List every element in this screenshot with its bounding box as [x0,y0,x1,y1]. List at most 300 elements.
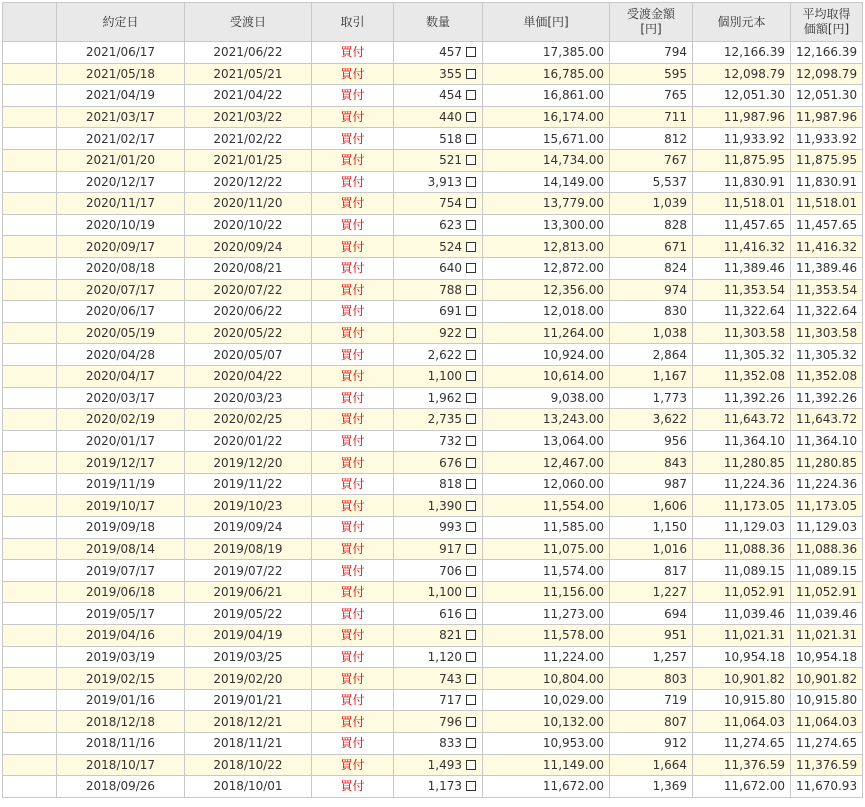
cell-individual-principal: 11,021.31 [693,625,791,647]
checkbox-square-icon[interactable] [466,738,476,748]
checkbox-square-icon[interactable] [466,263,476,273]
cell-unit-price: 10,953.00 [483,733,610,755]
cell-trade-type: 買付 [312,711,394,733]
cell-unit-price: 11,585.00 [483,517,610,539]
cell-contract-date: 2020/11/17 [57,193,185,215]
cell-settlement-date: 2019/09/24 [185,517,312,539]
cell-individual-principal: 11,064.03 [693,711,791,733]
checkbox-square-icon[interactable] [466,652,476,662]
cell-delivery-amount: 807 [610,711,693,733]
checkbox-square-icon[interactable] [466,544,476,554]
cell-contract-date: 2019/11/19 [57,473,185,495]
checkbox-square-icon[interactable] [466,134,476,144]
cell-trade-type: 買付 [312,42,394,64]
table-row [3,581,863,603]
checkbox-square-icon[interactable] [466,242,476,252]
table-row [3,754,863,776]
cell-contract-date: 2019/06/18 [57,581,185,603]
header-individual-principal: 個別元本 [693,3,791,42]
checkbox-square-icon[interactable] [466,414,476,424]
cell-settlement-date: 2019/03/25 [185,646,312,668]
cell-unit-price: 16,785.00 [483,63,610,85]
cell-average-cost: 11,875.95 [791,149,863,171]
quantity-value: 355 [439,66,462,81]
cell-blank [3,473,57,495]
cell-quantity [394,63,483,85]
cell-individual-principal: 10,915.80 [693,689,791,711]
cell-individual-principal: 11,416.32 [693,236,791,258]
trade-history-table [2,2,863,798]
cell-trade-type: 買付 [312,214,394,236]
header-average-cost-line2: 価額[円] [803,22,850,36]
cell-contract-date: 2019/03/19 [57,646,185,668]
cell-unit-price: 14,149.00 [483,171,610,193]
checkbox-square-icon[interactable] [466,285,476,295]
cell-average-cost: 11,224.36 [791,473,863,495]
quantity-value: 917 [439,541,462,556]
checkbox-square-icon[interactable] [466,393,476,403]
table-row [3,538,863,560]
cell-contract-date: 2018/11/16 [57,733,185,755]
checkbox-square-icon[interactable] [466,522,476,532]
cell-individual-principal: 11,518.01 [693,193,791,215]
quantity-value: 1,120 [427,649,462,664]
cell-blank [3,517,57,539]
cell-average-cost: 10,901.82 [791,668,863,690]
checkbox-square-icon[interactable] [466,90,476,100]
cell-quantity [394,625,483,647]
quantity-value: 518 [439,131,462,146]
cell-individual-principal: 11,039.46 [693,603,791,625]
checkbox-square-icon[interactable] [466,479,476,489]
table-row [3,42,863,64]
cell-quantity [394,689,483,711]
cell-settlement-date: 2020/05/07 [185,344,312,366]
cell-quantity [394,322,483,344]
cell-trade-type: 買付 [312,365,394,387]
cell-trade-type: 買付 [312,754,394,776]
checkbox-square-icon[interactable] [466,436,476,446]
cell-trade-type: 買付 [312,776,394,798]
cell-individual-principal: 11,457.65 [693,214,791,236]
quantity-value: 706 [439,563,462,578]
cell-contract-date: 2020/10/19 [57,214,185,236]
checkbox-square-icon[interactable] [466,760,476,770]
cell-average-cost: 12,098.79 [791,63,863,85]
cell-blank [3,689,57,711]
cell-individual-principal: 11,353.54 [693,279,791,301]
checkbox-square-icon[interactable] [466,717,476,727]
cell-contract-date: 2020/12/17 [57,171,185,193]
cell-unit-price: 13,779.00 [483,193,610,215]
cell-average-cost: 11,173.05 [791,495,863,517]
cell-average-cost: 11,670.93 [791,776,863,798]
cell-average-cost: 10,954.18 [791,646,863,668]
cell-delivery-amount: 719 [610,689,693,711]
cell-delivery-amount: 1,664 [610,754,693,776]
cell-unit-price: 10,804.00 [483,668,610,690]
cell-blank [3,776,57,798]
cell-blank [3,668,57,690]
cell-settlement-date: 2018/10/01 [185,776,312,798]
header-settlement-date: 受渡日 [185,3,312,42]
cell-settlement-date: 2019/05/22 [185,603,312,625]
table-row [3,236,863,258]
table-header [3,3,863,42]
cell-individual-principal: 11,875.95 [693,149,791,171]
cell-delivery-amount: 794 [610,42,693,64]
quantity-value: 821 [439,628,462,643]
cell-blank [3,452,57,474]
cell-average-cost: 11,088.36 [791,538,863,560]
cell-quantity [394,301,483,323]
header-delivery-amount [610,3,693,42]
table-row [3,776,863,798]
cell-average-cost: 11,352.08 [791,365,863,387]
table-row [3,171,863,193]
cell-trade-type: 買付 [312,128,394,150]
cell-blank [3,625,57,647]
cell-delivery-amount: 956 [610,430,693,452]
cell-contract-date: 2020/01/17 [57,430,185,452]
cell-unit-price: 10,132.00 [483,711,610,733]
cell-delivery-amount: 843 [610,452,693,474]
cell-unit-price: 11,554.00 [483,495,610,517]
cell-contract-date: 2018/12/18 [57,711,185,733]
table-row [3,106,863,128]
table-row [3,193,863,215]
header-delivery-amount-line2: [円] [640,22,662,36]
cell-average-cost: 11,364.10 [791,430,863,452]
cell-delivery-amount: 817 [610,560,693,582]
cell-individual-principal: 11,173.05 [693,495,791,517]
cell-blank [3,711,57,733]
cell-average-cost: 11,064.03 [791,711,863,733]
checkbox-square-icon[interactable] [466,609,476,619]
cell-settlement-date: 2018/11/21 [185,733,312,755]
table-row [3,689,863,711]
cell-unit-price: 11,578.00 [483,625,610,647]
cell-quantity [394,365,483,387]
cell-contract-date: 2021/02/17 [57,128,185,150]
cell-trade-type: 買付 [312,149,394,171]
table-row [3,128,863,150]
cell-quantity [394,473,483,495]
cell-contract-date: 2020/04/28 [57,344,185,366]
table-row [3,63,863,85]
cell-individual-principal: 11,987.96 [693,106,791,128]
cell-settlement-date: 2021/05/21 [185,63,312,85]
header-unit-price: 単価[円] [483,3,610,42]
quantity-value: 1,390 [427,498,462,513]
header-trade-type: 取引 [312,3,394,42]
cell-trade-type: 買付 [312,625,394,647]
cell-trade-type: 買付 [312,236,394,258]
cell-delivery-amount: 912 [610,733,693,755]
cell-contract-date: 2019/02/15 [57,668,185,690]
quantity-value: 717 [439,693,462,708]
quantity-value: 457 [439,45,462,60]
cell-delivery-amount: 1,606 [610,495,693,517]
table-row [3,646,863,668]
cell-delivery-amount: 951 [610,625,693,647]
cell-blank [3,128,57,150]
cell-average-cost: 11,280.85 [791,452,863,474]
cell-contract-date: 2021/06/17 [57,42,185,64]
cell-average-cost: 11,303.58 [791,322,863,344]
cell-contract-date: 2020/09/17 [57,236,185,258]
cell-blank [3,63,57,85]
cell-blank [3,581,57,603]
cell-trade-type: 買付 [312,733,394,755]
quantity-value: 616 [439,606,462,621]
cell-individual-principal: 11,303.58 [693,322,791,344]
cell-blank [3,538,57,560]
cell-blank [3,646,57,668]
cell-quantity [394,236,483,258]
checkbox-square-icon[interactable] [466,458,476,468]
cell-average-cost: 11,518.01 [791,193,863,215]
cell-settlement-date: 2020/12/22 [185,171,312,193]
cell-quantity [394,538,483,560]
cell-settlement-date: 2019/08/19 [185,538,312,560]
cell-trade-type: 買付 [312,257,394,279]
quantity-value: 922 [439,326,462,341]
cell-blank [3,171,57,193]
cell-blank [3,236,57,258]
header-average-cost-line1: 平均取得 [802,7,851,21]
cell-trade-type: 買付 [312,322,394,344]
cell-average-cost: 11,933.92 [791,128,863,150]
quantity-value: 454 [439,88,462,103]
cell-contract-date: 2020/06/17 [57,301,185,323]
cell-unit-price: 12,356.00 [483,279,610,301]
cell-settlement-date: 2020/10/22 [185,214,312,236]
cell-settlement-date: 2018/10/22 [185,754,312,776]
checkbox-square-icon[interactable] [466,328,476,338]
cell-average-cost: 11,305.32 [791,344,863,366]
cell-unit-price: 11,224.00 [483,646,610,668]
cell-unit-price: 13,243.00 [483,409,610,431]
table-row [3,214,863,236]
cell-individual-principal: 11,089.15 [693,560,791,582]
checkbox-square-icon[interactable] [466,695,476,705]
cell-individual-principal: 11,389.46 [693,257,791,279]
checkbox-square-icon[interactable] [466,177,476,187]
quantity-value: 993 [439,520,462,535]
table-row [3,517,863,539]
cell-quantity [394,581,483,603]
cell-trade-type: 買付 [312,517,394,539]
cell-delivery-amount: 1,773 [610,387,693,409]
cell-quantity [394,646,483,668]
checkbox-square-icon[interactable] [466,371,476,381]
cell-blank [3,387,57,409]
cell-delivery-amount: 830 [610,301,693,323]
cell-quantity [394,409,483,431]
cell-delivery-amount: 595 [610,63,693,85]
cell-settlement-date: 2019/10/23 [185,495,312,517]
cell-quantity [394,257,483,279]
cell-trade-type: 買付 [312,430,394,452]
cell-unit-price: 12,467.00 [483,452,610,474]
table-row [3,560,863,582]
cell-blank [3,430,57,452]
table-row [3,603,863,625]
cell-average-cost: 11,274.65 [791,733,863,755]
cell-unit-price: 11,672.00 [483,776,610,798]
cell-individual-principal: 12,051.30 [693,85,791,107]
cell-trade-type: 買付 [312,473,394,495]
table-row [3,149,863,171]
cell-average-cost: 10,915.80 [791,689,863,711]
checkbox-square-icon[interactable] [466,198,476,208]
cell-average-cost: 11,643.72 [791,409,863,431]
cell-blank [3,754,57,776]
cell-settlement-date: 2021/02/22 [185,128,312,150]
quantity-value: 833 [439,736,462,751]
cell-delivery-amount: 671 [610,236,693,258]
cell-quantity [394,560,483,582]
cell-blank [3,409,57,431]
cell-individual-principal: 11,224.36 [693,473,791,495]
quantity-value: 691 [439,304,462,319]
cell-average-cost: 11,052.91 [791,581,863,603]
cell-trade-type: 買付 [312,344,394,366]
table-row [3,409,863,431]
cell-blank [3,257,57,279]
cell-contract-date: 2020/03/17 [57,387,185,409]
checkbox-square-icon[interactable] [466,501,476,511]
table-row [3,387,863,409]
checkbox-square-icon[interactable] [466,112,476,122]
cell-settlement-date: 2019/02/20 [185,668,312,690]
cell-quantity [394,85,483,107]
table-body [3,42,863,798]
cell-individual-principal: 11,322.64 [693,301,791,323]
quantity-value: 1,100 [427,369,462,384]
cell-delivery-amount: 1,167 [610,365,693,387]
cell-contract-date: 2021/05/18 [57,63,185,85]
cell-average-cost: 11,376.59 [791,754,863,776]
cell-blank [3,495,57,517]
checkbox-square-icon[interactable] [466,587,476,597]
cell-settlement-date: 2020/08/21 [185,257,312,279]
table-row [3,452,863,474]
cell-trade-type: 買付 [312,63,394,85]
cell-contract-date: 2020/07/17 [57,279,185,301]
cell-contract-date: 2018/10/17 [57,754,185,776]
cell-blank [3,193,57,215]
cell-average-cost: 11,457.65 [791,214,863,236]
checkbox-square-icon[interactable] [466,566,476,576]
cell-settlement-date: 2020/09/24 [185,236,312,258]
table-row [3,344,863,366]
cell-delivery-amount: 1,257 [610,646,693,668]
checkbox-square-icon[interactable] [466,781,476,791]
cell-individual-principal: 11,305.32 [693,344,791,366]
cell-unit-price: 11,075.00 [483,538,610,560]
cell-delivery-amount: 803 [610,668,693,690]
cell-settlement-date: 2020/07/22 [185,279,312,301]
cell-unit-price: 16,174.00 [483,106,610,128]
cell-unit-price: 11,149.00 [483,754,610,776]
checkbox-square-icon[interactable] [466,69,476,79]
cell-unit-price: 11,574.00 [483,560,610,582]
cell-contract-date: 2019/10/17 [57,495,185,517]
cell-delivery-amount: 1,038 [610,322,693,344]
checkbox-square-icon[interactable] [466,306,476,316]
header-row [3,3,863,42]
cell-settlement-date: 2020/02/25 [185,409,312,431]
cell-delivery-amount: 2,864 [610,344,693,366]
cell-quantity [394,193,483,215]
cell-contract-date: 2020/04/17 [57,365,185,387]
cell-trade-type: 買付 [312,106,394,128]
cell-quantity [394,214,483,236]
cell-individual-principal: 11,352.08 [693,365,791,387]
checkbox-square-icon[interactable] [466,674,476,684]
cell-settlement-date: 2019/01/21 [185,689,312,711]
cell-unit-price: 10,029.00 [483,689,610,711]
cell-unit-price: 13,300.00 [483,214,610,236]
quantity-value: 732 [439,433,462,448]
cell-unit-price: 15,671.00 [483,128,610,150]
cell-quantity [394,106,483,128]
table-row [3,365,863,387]
cell-individual-principal: 11,830.91 [693,171,791,193]
table-row [3,473,863,495]
table-row [3,711,863,733]
quantity-value: 1,173 [427,779,462,794]
cell-trade-type: 買付 [312,581,394,603]
cell-quantity [394,42,483,64]
cell-average-cost: 11,089.15 [791,560,863,582]
cell-blank [3,322,57,344]
cell-settlement-date: 2019/12/20 [185,452,312,474]
cell-settlement-date: 2020/05/22 [185,322,312,344]
cell-blank [3,279,57,301]
checkbox-square-icon[interactable] [466,220,476,230]
header-quantity: 数量 [394,3,483,42]
checkbox-square-icon[interactable] [466,155,476,165]
checkbox-square-icon[interactable] [466,47,476,57]
cell-unit-price: 9,038.00 [483,387,610,409]
cell-delivery-amount: 987 [610,473,693,495]
cell-quantity [394,668,483,690]
cell-average-cost: 11,392.26 [791,387,863,409]
cell-delivery-amount: 974 [610,279,693,301]
cell-unit-price: 17,385.00 [483,42,610,64]
cell-trade-type: 買付 [312,495,394,517]
cell-delivery-amount: 3,622 [610,409,693,431]
quantity-value: 796 [439,714,462,729]
cell-blank [3,560,57,582]
cell-quantity [394,603,483,625]
checkbox-square-icon[interactable] [466,350,476,360]
quantity-value: 2,622 [427,347,462,362]
cell-contract-date: 2019/04/16 [57,625,185,647]
cell-unit-price: 11,264.00 [483,322,610,344]
cell-trade-type: 買付 [312,603,394,625]
cell-trade-type: 買付 [312,560,394,582]
header-average-cost [791,3,863,42]
cell-contract-date: 2021/04/19 [57,85,185,107]
cell-quantity [394,776,483,798]
quantity-value: 1,962 [427,390,462,405]
cell-settlement-date: 2019/04/19 [185,625,312,647]
checkbox-square-icon[interactable] [466,630,476,640]
